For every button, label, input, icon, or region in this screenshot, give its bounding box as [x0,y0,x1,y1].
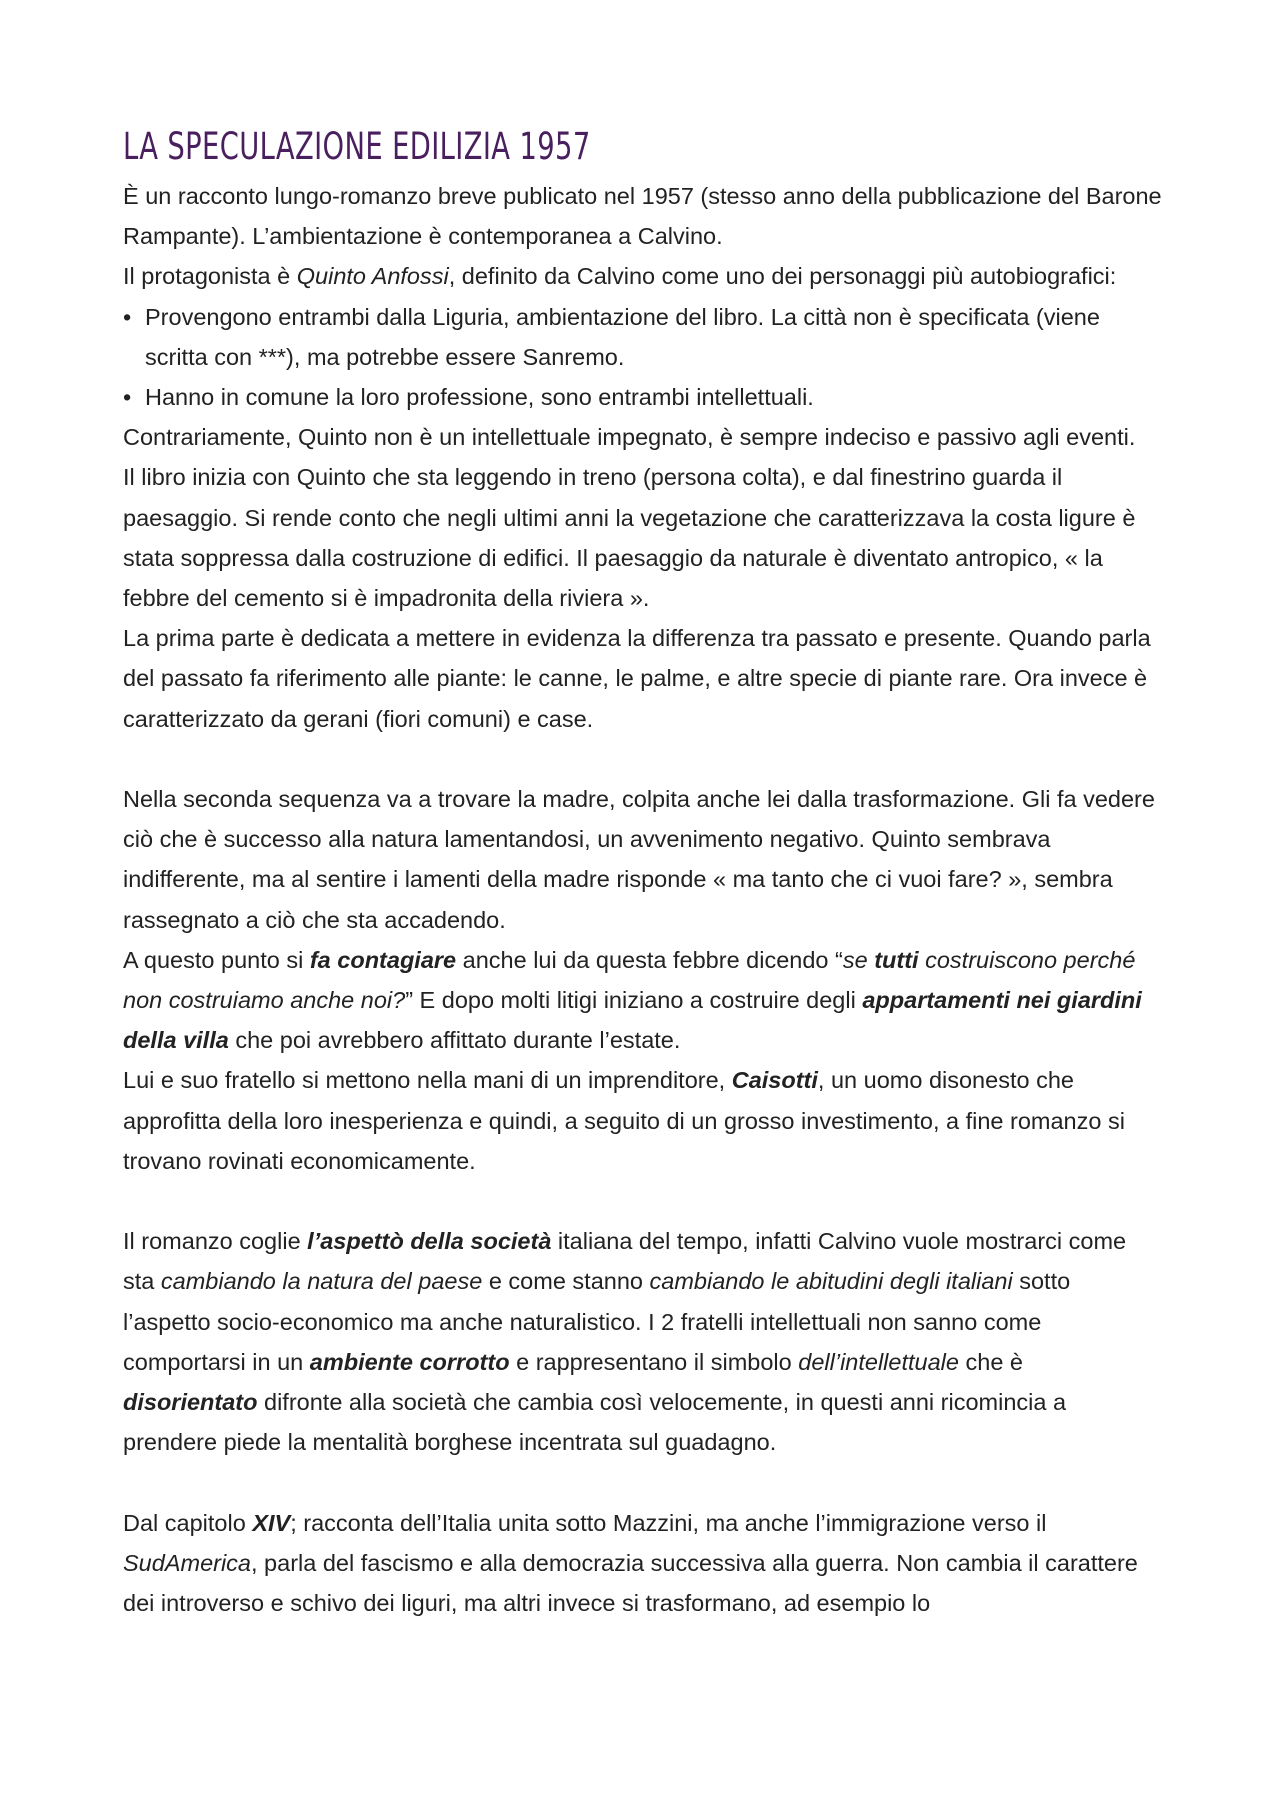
paragraph [123,1503,1163,1624]
emphasis: Caisotti [731,1067,818,1094]
emphasis: fa contagiare [309,946,457,973]
paragraph-spacer [123,1181,1163,1221]
text-run: che è [958,1348,1023,1375]
text-run: Il protagonista è [123,263,297,290]
list-item [123,297,1163,377]
italic-phrase: SudAmerica [123,1549,251,1576]
text-run: A questo punto si [123,946,310,973]
page-title: LA SPECULAZIONE EDILIZIA 1957 [123,125,591,168]
text-run: e come stanno [482,1268,650,1295]
bold-italic-phrase [123,1389,257,1415]
bold-italic-phrase [307,1228,551,1254]
emphasis: tutti [874,946,919,973]
quote-italic: se [842,946,875,973]
bold-italic-phrase [874,947,918,973]
list-item-text: Hanno in comune la loro professione, sono entrambi intellettuali. [145,384,814,411]
text-run: sotto l’aspetto socio-economico ma anche naturalistico. I 2 fratelli intellettuali non sanno come comportarsi in un [123,1268,1071,1375]
bold-italic-phrase [310,947,456,973]
paragraph: Contrariamente, Quinto non è un intellettuale impegnato, è sempre indeciso e passivo agli eventi. [123,424,1136,451]
emphasis: l’aspettò della società [307,1228,552,1255]
bold-italic-phrase [732,1067,818,1093]
paragraph: Nella seconda sequenza va a trovare la madre, colpita anche lei dalla trasformazione. Gli fa vedere ciò che è successo alla natura lamentandosi, un avvenimento negativo. Quinto sembrava indifferente, ma al sentire i lamenti della madre risponde « ma tanto che ci vuoi fare? », sembra rassegnato a ciò che sta accadendo. [123,786,1155,933]
paragraph [123,1060,1163,1181]
list-item-text: Provengono entrambi dalla Liguria, ambientazione del libro. La città non è specificata (viene scritta con ***), ma potrebbe essere Sanremo. [145,303,1100,370]
text-run: , parla del fascismo e alla democrazia successiva alla guerra. Non cambia il carattere dei introverso e schivo dei liguri, ma altri invece si trasformano, ad esempio lo [123,1549,1138,1617]
protagonist-name: Quinto Anfossi [296,263,449,290]
protagonist-paragraph [123,256,1163,296]
intro-paragraph: È un racconto lungo-romanzo breve publicato nel 1957 (stesso anno della pubblicazione del Barone Rampante). L’ambientazione è contemporanea a Calvino. [123,183,1162,250]
emphasis: appartamenti nei giardini della villa [123,987,1142,1054]
emphasis: disorientato [123,1389,258,1416]
emphasis: XIV [252,1509,291,1536]
quote-italic: costruiscono perché non costruiamo anche noi? [123,946,1136,1014]
bullet-icon: • [123,384,132,411]
text-run: e rappresentano il simbolo [509,1348,799,1375]
italic-phrase: cambiando la natura del paese [160,1268,483,1295]
text-run: anche lui da questa febbre dicendo “ [456,946,843,973]
text-run: ; racconta dell’Italia unita sotto Mazzini, ma anche l’immigrazione verso il [290,1509,1047,1536]
text-run: italiana del tempo, infatti Calvino vuole mostrarci come sta [123,1228,1127,1295]
bold-italic-phrase [310,1349,510,1375]
text-run: ” E dopo molti litigi iniziano a costruire degli [405,987,863,1014]
paragraph [123,940,1163,1061]
paragraph-spacer [123,1462,1163,1502]
bullet-icon: • [123,303,132,330]
text-run: che poi avrebbero affittato durante l’estate. [228,1027,681,1054]
text-run: Il romanzo coglie [123,1228,308,1255]
text-run: Dal capitolo [123,1509,253,1536]
document-page [123,118,1163,1623]
italic-phrase: dell’intellettuale [798,1348,959,1375]
text-run: , definito da Calvino come uno dei personaggi più autobiografici: [448,263,1117,290]
text-run: , un uomo disonesto che approfitta della loro inesperienza e quindi, a seguito di un grosso investimento, a fine romanzo si trovano rovinati economicamente. [123,1067,1125,1174]
text-run: Lui e suo fratello si mettono nella mani di un imprenditore, [123,1067,732,1094]
paragraph [123,1221,1163,1462]
bold-italic-phrase [252,1510,290,1536]
text-run: difronte alla società che cambia così velocemente, in questi anni ricomincia a prendere piede la mentalità borghese incentrata sul guadagno. [123,1389,1067,1456]
list-item [123,377,1163,417]
paragraph: Il libro inizia con Quinto che sta leggendo in treno (persona colta), e dal finestrino guarda il paesaggio. Si rende conto che negli ultimi anni la vegetazione che caratterizzava la costa ligure è stata soppressa dalla costruzione di edifici. Il paesaggio da naturale è diventato antropico, « la febbre del cemento si è impadronita della riviera ». [123,464,1136,612]
paragraph: La prima parte è dedicata a mettere in evidenza la differenza tra passato e presente. Quando parla del passato fa riferimento alle piante: le canne, le palme, e altre specie di piante rare. Ora invece è caratterizzato da gerani (fiori comuni) e case. [123,625,1151,732]
paragraph-spacer [123,739,1163,779]
bullet-list [123,297,1163,418]
emphasis: ambiente corrotto [309,1348,510,1375]
italic-phrase: cambiando le abitudini degli italiani [649,1268,1013,1295]
